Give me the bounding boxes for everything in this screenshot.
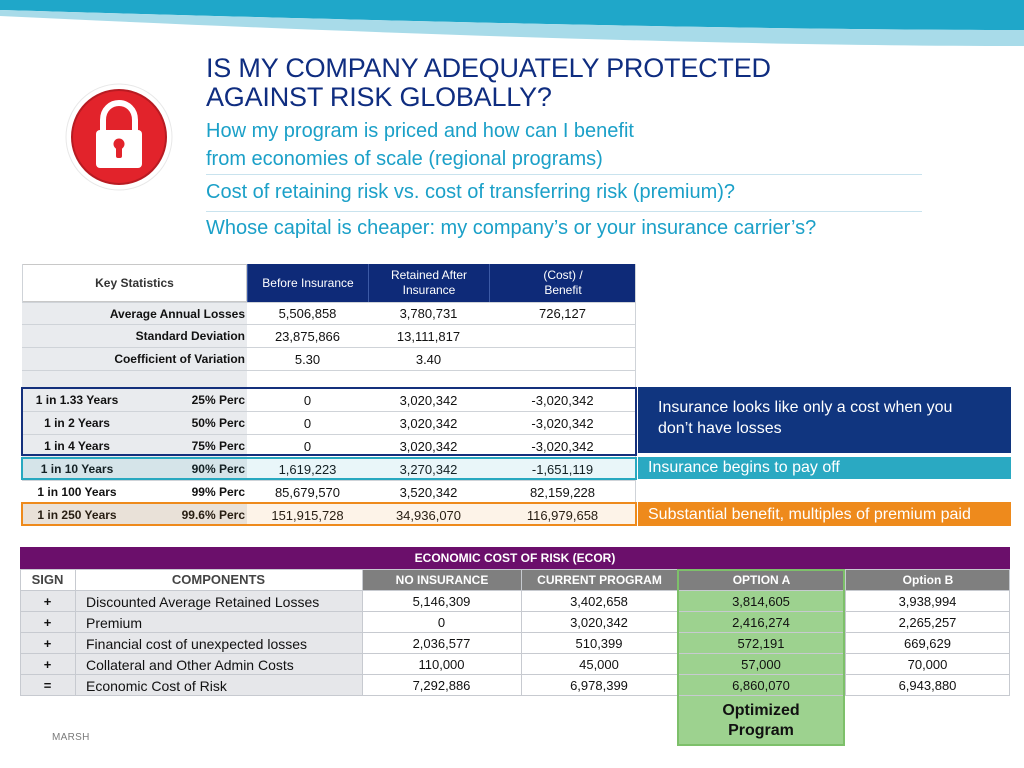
stat-retained-value: 13,111,817 xyxy=(396,328,461,344)
components-header: COMPONENTS xyxy=(75,569,362,590)
footer-brand: MARSH xyxy=(52,732,90,743)
scenario-retained-value: 3,020,342 xyxy=(399,438,458,454)
current-program-value: 6,978,399 xyxy=(570,678,628,693)
scenario-period: 1 in 4 Years xyxy=(44,439,110,453)
subtitle-divider xyxy=(206,211,922,212)
sign-cell: + xyxy=(20,612,75,633)
option-a-value: 2,416,274 xyxy=(677,612,845,633)
current-program-value: 3,020,342 xyxy=(570,615,628,630)
current-program-value: 510,399 xyxy=(575,636,623,651)
scenario-benefit-value: 82,159,228 xyxy=(529,484,596,500)
no-insurance-header: NO INSURANCE xyxy=(362,569,521,590)
scenario-period: 1 in 1.33 Years xyxy=(35,393,119,407)
cost-benefit-header xyxy=(489,264,636,302)
stat-label: Average Annual Losses xyxy=(22,303,247,324)
callout-cost-only: Insurance looks like only a cost when you don’t have losses xyxy=(638,387,1011,453)
current-program-header: CURRENT PROGRAM xyxy=(521,569,677,590)
component-cell: Financial cost of unexpected losses xyxy=(75,633,362,654)
subtitle-pricing-line-1: How my program is priced and how can I benefit xyxy=(206,120,634,142)
sign-cell: + xyxy=(20,654,75,675)
subtitle-pricing-line-2: from economies of scale (regional programs) xyxy=(206,148,603,170)
sign-cell: = xyxy=(20,675,75,696)
scenario-percentile: 99.6% Perc xyxy=(181,508,245,522)
scenario-period: 1 in 10 Years xyxy=(40,462,114,476)
scenario-percentile: 99% Perc xyxy=(191,485,245,499)
component-cell: Economic Cost of Risk xyxy=(75,675,362,696)
subtitle-capital: Whose capital is cheaper: my company’s or your insurance carrier’s? xyxy=(206,217,817,239)
sign-cell: + xyxy=(20,633,75,654)
option-a-value: 6,860,070 xyxy=(677,675,845,696)
header-wave-band xyxy=(0,0,1024,48)
subtitle-retention: Cost of retaining risk vs. cost of transferring risk (premium)? xyxy=(206,181,736,203)
scenario-before-value: 0 xyxy=(303,392,312,408)
scenario-period: 1 in 250 Years xyxy=(37,508,117,522)
scenario-period: 1 in 100 Years xyxy=(37,485,117,499)
current-program-value: 45,000 xyxy=(579,657,619,672)
title-line-1: IS MY COMPANY ADEQUATELY PROTECTED xyxy=(206,53,771,83)
subtitle-divider xyxy=(206,174,922,175)
scenario-benefit-value: 116,979,658 xyxy=(526,507,599,523)
scenario-percentile: 25% Perc xyxy=(191,393,245,407)
sign-header: SIGN xyxy=(20,569,75,590)
no-insurance-value: 110,000 xyxy=(418,657,465,672)
no-insurance-value: 2,036,577 xyxy=(412,636,471,651)
no-insurance-value: 5,146,309 xyxy=(412,594,471,609)
subtitle-pricing xyxy=(206,117,926,173)
stat-benefit-value xyxy=(489,325,636,347)
callout-begins-to-pay-off: Insurance begins to pay off xyxy=(638,457,1011,479)
scenario-before-value: 0 xyxy=(303,415,312,431)
key-statistics-header: Key Statistics xyxy=(22,264,247,302)
scenario-percentile: 90% Perc xyxy=(191,462,245,476)
stat-before-value: 5.30 xyxy=(294,351,321,367)
current-program-value: 3,402,658 xyxy=(570,594,628,609)
option-a-header: OPTION A xyxy=(677,569,845,590)
stat-before-value: 23,875,866 xyxy=(274,328,341,344)
option-b-value: 70,000 xyxy=(907,657,948,672)
optimized-program-label xyxy=(677,696,845,746)
scenario-retained-value: 3,270,342 xyxy=(399,461,458,477)
before-insurance-header: Before Insurance xyxy=(247,264,368,302)
no-insurance-value: 7,292,886 xyxy=(412,678,471,693)
option-b-value: 3,938,994 xyxy=(898,594,957,609)
scenario-retained-value: 3,020,342 xyxy=(399,415,458,431)
retained-header-line-1: Retained After xyxy=(390,268,468,282)
scenario-period: 1 in 2 Years xyxy=(44,416,110,430)
scenario-benefit-value: -1,651,119 xyxy=(531,461,594,477)
stat-benefit-value: 726,127 xyxy=(539,306,586,321)
scenario-before-value: 85,679,570 xyxy=(274,484,341,500)
option-b-value: 2,265,257 xyxy=(898,615,957,630)
option-a-value: 572,191 xyxy=(677,633,845,654)
option-b-header: Option B xyxy=(845,569,1010,590)
optimized-label-line-1: Optimized xyxy=(722,702,800,719)
title-line-2: AGAINST RISK GLOBALLY? xyxy=(206,82,552,112)
stat-before-value: 5,506,858 xyxy=(278,306,337,321)
retained-header xyxy=(368,264,489,302)
scenario-percentile: 50% Perc xyxy=(191,416,245,430)
lock-icon xyxy=(64,82,174,192)
option-a-value: 57,000 xyxy=(677,654,845,675)
stat-benefit-value xyxy=(489,348,636,370)
payoff-scenario-highlight xyxy=(21,457,637,480)
scenario-before-value: 151,915,728 xyxy=(271,507,344,523)
scenario-retained-value: 3,020,342 xyxy=(399,392,458,408)
scenario-benefit-value: -3,020,342 xyxy=(531,415,594,431)
cost-benefit-header-line-2: Benefit xyxy=(544,283,582,297)
scenario-retained-value: 34,936,070 xyxy=(395,507,462,523)
substantial-benefit-highlight xyxy=(21,502,637,526)
option-b-value: 6,943,880 xyxy=(898,678,957,693)
scenario-retained-value: 3,520,342 xyxy=(399,484,458,500)
ecor-title: ECONOMIC COST OF RISK (ECOR) xyxy=(20,547,1010,569)
stat-label: Standard Deviation xyxy=(22,325,247,347)
scenario-before-value: 0 xyxy=(303,438,312,454)
callout-substantial-benefit: Substantial benefit, multiples of premium paid xyxy=(638,502,1011,526)
option-a-value: 3,814,605 xyxy=(677,591,845,612)
component-cell: Collateral and Other Admin Costs xyxy=(75,654,362,675)
scenario-before-value: 1,619,223 xyxy=(278,461,337,477)
component-cell: Premium xyxy=(75,612,362,633)
option-b-value: 669,629 xyxy=(904,636,951,651)
stat-label: Coefficient of Variation xyxy=(22,348,247,370)
scenario-label xyxy=(22,481,247,503)
stat-retained-value: 3,780,731 xyxy=(399,306,458,321)
stat-retained-value: 3.40 xyxy=(415,351,442,367)
sign-cell: + xyxy=(20,591,75,612)
cost-benefit-header-line-1: (Cost) / xyxy=(543,268,583,282)
no-insurance-value: 0 xyxy=(437,615,446,630)
scenario-percentile: 75% Perc xyxy=(191,439,245,453)
scenario-benefit-value: -3,020,342 xyxy=(531,392,594,408)
retained-header-line-2: Insurance xyxy=(402,283,456,297)
optimized-label-line-2: Program xyxy=(728,722,794,739)
page-title xyxy=(206,54,926,112)
no-loss-scenarios-highlight xyxy=(21,387,637,456)
scenario-benefit-value: -3,020,342 xyxy=(531,438,594,454)
component-cell: Discounted Average Retained Losses xyxy=(75,591,362,612)
spacer-row xyxy=(22,371,247,388)
